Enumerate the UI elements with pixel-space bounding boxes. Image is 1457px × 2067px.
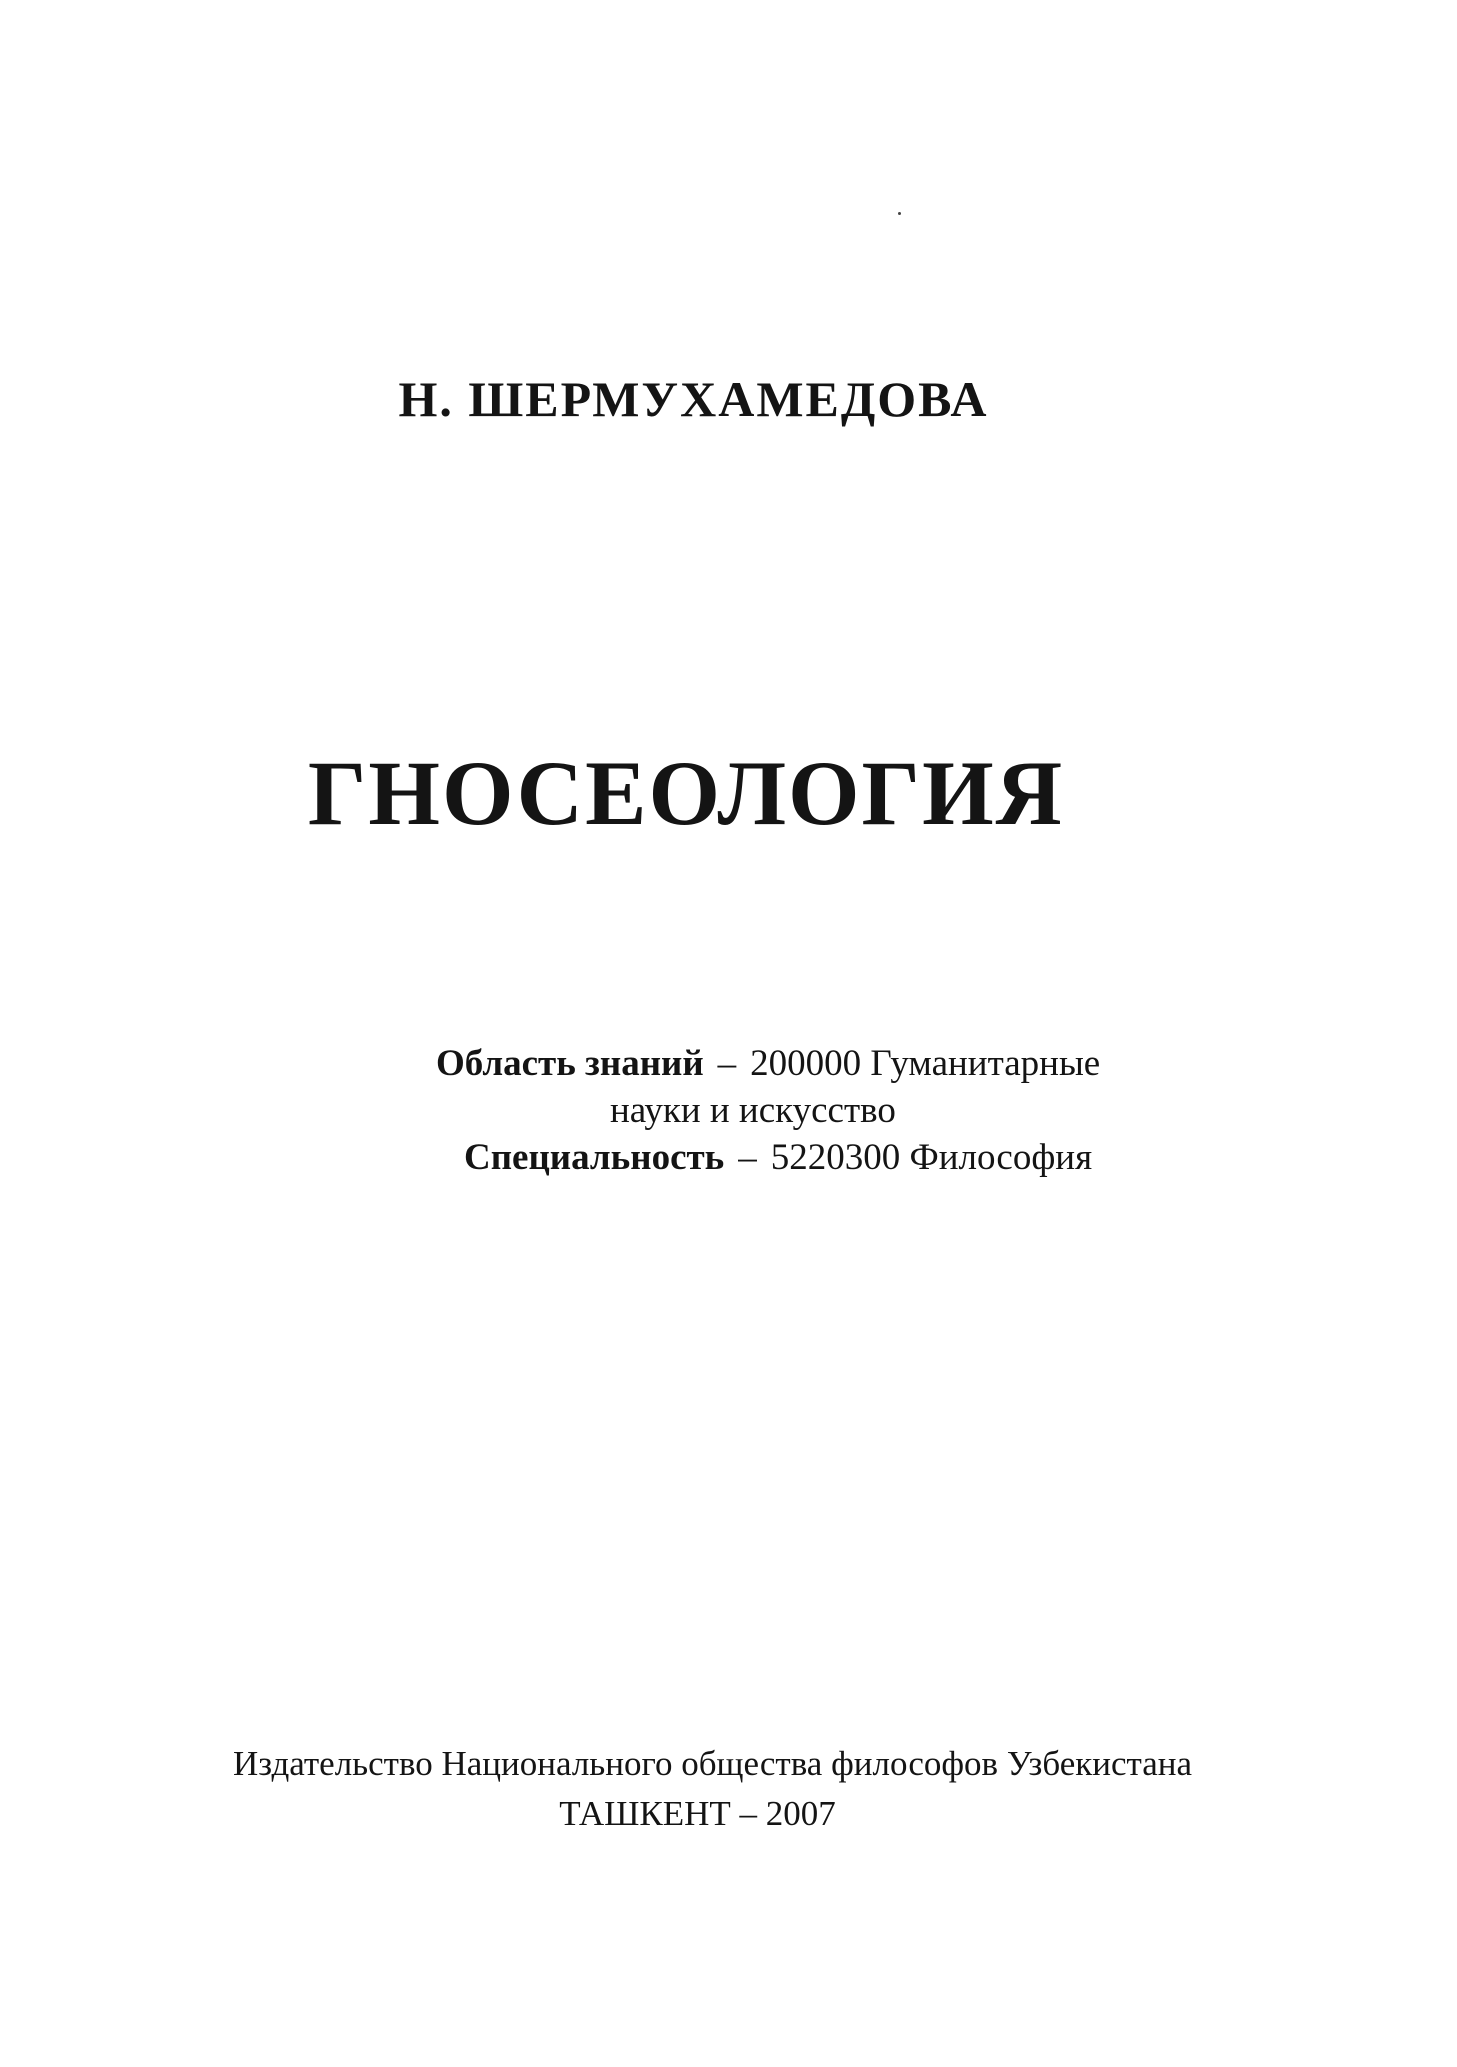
city-year: ТАШКЕНТ – 2007 (559, 1794, 836, 1833)
publisher-line (0, 1740, 1457, 1788)
author-line (0, 370, 1457, 428)
specialty-value: 5220300 Философия (770, 1137, 1093, 1178)
city-year-line (0, 1790, 1457, 1838)
classification-block (436, 1040, 1100, 1181)
specialty-line (436, 1134, 1100, 1181)
field-value: 200000 Гуманитарные (750, 1043, 1101, 1084)
field-line (436, 1040, 1100, 1087)
scan-speck (898, 212, 901, 215)
author-name: Н. ШЕРМУХАМЕДОВА (398, 371, 989, 427)
field-value-continuation: науки и искусство (610, 1090, 896, 1131)
field-label: Область знаний (436, 1043, 704, 1084)
publisher-name: Издательство Национального общества философов Узбекистана (232, 1744, 1193, 1783)
book-title (0, 740, 1457, 846)
field-dash: – (717, 1043, 737, 1084)
specialty-label: Специальность (464, 1137, 725, 1178)
specialty-dash: – (738, 1137, 757, 1178)
field-continuation-line (436, 1087, 1100, 1134)
book-title-text: ГНОСЕОЛОГИЯ (307, 742, 1065, 844)
